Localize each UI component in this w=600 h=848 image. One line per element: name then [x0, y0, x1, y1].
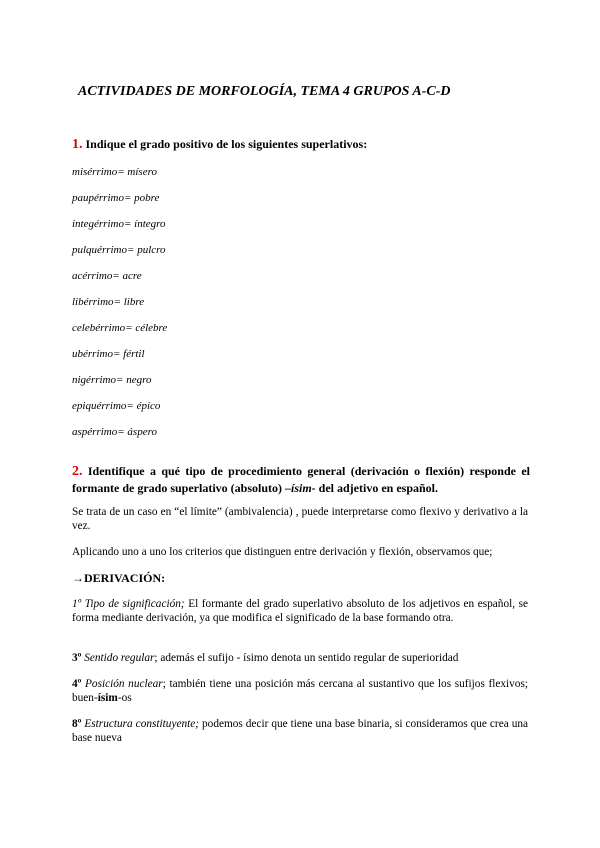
criterion-number: 1º [72, 598, 82, 610]
criterion-name: Sentido regular [84, 652, 155, 664]
criterion-text: ; también tiene una posición más cercana al sustantivo que los sufijos flexivos; buen- [72, 678, 528, 704]
derivacion-heading: →DERIVACIÓN: [72, 571, 166, 585]
superlative-pair: aspérrimo= áspero [72, 426, 157, 438]
positive: acre [122, 270, 142, 282]
question-2-text-a: Identifique a qué tipo de procedimiento general (derivación o flexión) responde el formante de grado superlativo (absoluto) [72, 464, 531, 495]
criterion-number: 8º [72, 718, 82, 730]
criterion-after: -os [117, 691, 132, 704]
superlative-pair: libérrimo= libre [72, 296, 145, 308]
criterion-number: 3º [72, 652, 82, 664]
superlative: ubérrimo [72, 348, 113, 360]
superlative: misérrimo [72, 166, 118, 178]
positive: pobre [134, 192, 160, 204]
superlative-pair: integérrimo= íntegro [72, 218, 166, 230]
question-2-text-b: del adjetivo en español. [315, 481, 439, 495]
positive: pulcro [137, 244, 166, 256]
question-1-number: 1. [72, 137, 83, 152]
criterion-number: 4º [72, 678, 82, 690]
superlative-pair: epiquérrimo= épico [72, 400, 161, 412]
positive: íntegro [134, 218, 166, 230]
positive: épico [136, 400, 161, 412]
positive: célebre [135, 322, 168, 334]
document-title: ACTIVIDADES DE MORFOLOGÍA, TEMA 4 GRUPOS A-C-D [78, 84, 451, 99]
criterion-text: podemos decir que tiene una base binaria, si consideramos que crea una base nueva [72, 718, 529, 744]
question-1 [72, 137, 367, 153]
question-2-number: 2. [72, 464, 83, 479]
answer-paragraph-2: Aplicando uno a uno los criterios que distinguen entre derivación y flexión, observamos que; [72, 546, 493, 558]
positive: libre [123, 296, 145, 308]
question-2-formant: –ísim- [285, 481, 316, 495]
superlative: pulquérrimo [72, 244, 127, 256]
superlative-pair: paupérrimo= pobre [72, 192, 160, 204]
superlative-pair: misérrimo= mísero [72, 166, 157, 178]
superlative-pair: ubérrimo= fértil [72, 348, 145, 360]
superlative-pair: acérrimo= acre [72, 270, 142, 282]
positive: áspero [127, 426, 157, 438]
question-2 [72, 463, 530, 497]
superlative: libérrimo [72, 296, 114, 308]
criterion-4 [72, 678, 528, 705]
question-1-text: Indique el grado positivo de los siguientes superlativos: [85, 137, 368, 151]
superlative-pair: nigérrimo= negro [72, 374, 152, 386]
superlative: epiquérrimo [72, 400, 127, 412]
superlative: celebérrimo [72, 322, 126, 334]
superlative: integérrimo [72, 218, 124, 230]
criterion-1 [72, 598, 528, 625]
superlative: aspérrimo [72, 426, 118, 438]
criterion-name: Estructura constituyente; [84, 718, 200, 730]
positive: fértil [123, 348, 145, 360]
superlative-pair: celebérrimo= célebre [72, 322, 168, 334]
criterion-8 [72, 718, 528, 745]
criterion-text: El formante del grado superlativo absoluto de los adjetivos en español, se forma mediante derivación, ya que modifica el significado de la base formando otra. [72, 598, 529, 624]
positive: mísero [127, 166, 157, 178]
criterion-3 [72, 652, 528, 666]
superlative-pair: pulquérrimo= pulcro [72, 244, 166, 256]
superlative: acérrimo [72, 270, 113, 282]
criterion-text: ; además el sufijo - ísimo denota un sentido regular de superioridad [154, 652, 459, 664]
criterion-name: Tipo de significación; [84, 598, 185, 610]
answer-paragraph-1: Se trata de un caso en “el límite” (ambivalencia) , puede interpretarse como flexivo y derivativo a la vez. [72, 506, 528, 532]
criterion-bold-suffix: ísim [97, 691, 118, 704]
superlative: nigérrimo [72, 374, 116, 386]
criterion-name: Posición nuclear [85, 678, 163, 690]
superlative: paupérrimo [72, 192, 124, 204]
positive: negro [126, 374, 152, 386]
